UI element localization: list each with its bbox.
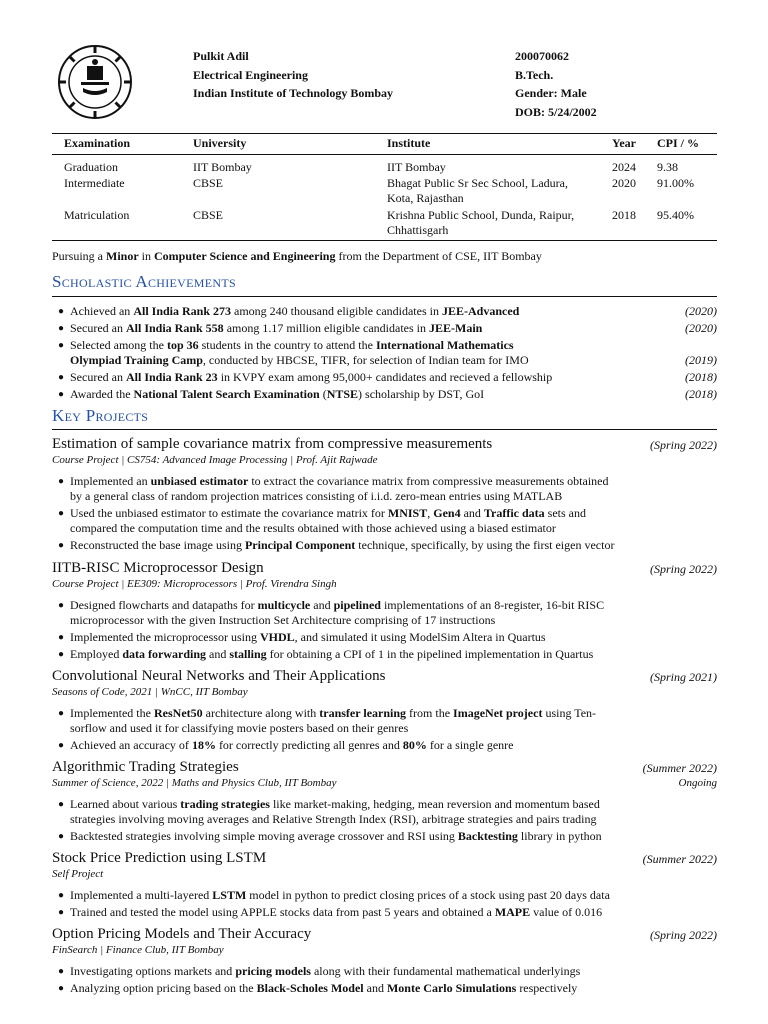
- cell-score: 95.40%: [657, 208, 694, 222]
- project-date: (Spring 2021): [650, 670, 717, 684]
- date-of-birth: DOB: 5/24/2002: [515, 104, 597, 119]
- project-title: Convolutional Neural Networks and Their Applications: [52, 668, 386, 684]
- project-date: (Spring 2022): [650, 562, 717, 576]
- bullet-icon: ●: [58, 306, 65, 317]
- bold-text: VHDL: [259, 630, 295, 644]
- cell-institute-line2: Chhattisgarh: [387, 223, 449, 237]
- project-title: Stock Price Prediction using LSTM: [52, 850, 267, 866]
- bullet-icon: ●: [58, 831, 65, 842]
- bullet-icon: ●: [58, 600, 65, 611]
- project-subtitle: Course Project | EE309: Microprocessors | Prof. Virendra Singh: [52, 578, 337, 590]
- bold-text: Gen4: [433, 506, 461, 520]
- header-cpi: CPI / %: [657, 136, 699, 150]
- cell-score: 91.00%: [657, 176, 694, 190]
- cell-institute-line1: Bhagat Public Sr Sec School, Ladura,: [387, 176, 568, 190]
- table-row: [52, 160, 717, 176]
- item-text: [70, 538, 717, 553]
- institute-name: Indian Institute of Technology Bombay: [193, 86, 394, 100]
- text: from the: [406, 706, 454, 720]
- bold-text: Black-Scholes Model: [256, 981, 364, 995]
- item-text: [70, 738, 717, 753]
- bold-text: ImageNet project: [453, 706, 543, 720]
- text: in: [138, 249, 155, 263]
- item-text: Secured an All India Rank 23 in KVPY exam among 95,000+ candidates and recieved a fellowship: [70, 370, 553, 384]
- item-text: [70, 647, 717, 662]
- text: Pursuing a: [52, 249, 106, 263]
- bold-text: MNIST: [387, 506, 428, 520]
- header-year: Year: [612, 136, 636, 150]
- text: compared the computation time and the results obtained with those achieved using a biased estimator: [70, 521, 556, 535]
- cell-institute: [387, 176, 609, 206]
- project-title: IITB-RISC Microprocessor Design: [52, 560, 264, 576]
- cell-institute: IIT Bombay: [387, 160, 446, 174]
- project-date: (Spring 2022): [650, 928, 717, 942]
- project-subtitle: Seasons of Code, 2021 | WnCC, IIT Bombay: [52, 686, 248, 698]
- project-subtitle: FinSearch | Finance Club, IIT Bombay: [52, 944, 224, 956]
- item-text: [70, 474, 717, 504]
- bold-text: 80%: [402, 738, 427, 752]
- bold-text: pricing models: [235, 964, 311, 978]
- item-year: (2018): [685, 370, 717, 384]
- text: library in python: [517, 829, 602, 843]
- text: Implemented the microprocessor using: [70, 630, 260, 644]
- text: Implemented an: [70, 474, 151, 488]
- cell-year: 2024: [612, 160, 636, 174]
- project-date: (Spring 2022): [650, 438, 717, 452]
- table-bottom-rule: [52, 240, 717, 241]
- bullet-icon: ●: [58, 708, 65, 719]
- cell-exam: Intermediate: [64, 176, 125, 190]
- table-row: [52, 208, 717, 240]
- bold-text: ResNet50: [153, 706, 203, 720]
- project-title: Option Pricing Models and Their Accuracy: [52, 926, 312, 942]
- bold-text: multicycle: [257, 598, 311, 612]
- bullet-icon: ●: [58, 907, 65, 918]
- item-year: (2019): [685, 353, 717, 367]
- text: microprocessor with the given Instruction Set Architecture comprising of 17 instructions: [70, 613, 496, 627]
- iit-bombay-logo-icon: [57, 44, 133, 120]
- text: Used the unbiased estimator to estimate the covariance matrix for: [70, 506, 388, 520]
- bold-text: stalling: [229, 647, 267, 661]
- project-subtitle: Summer of Science, 2022 | Maths and Physics Club, IIT Bombay: [52, 777, 337, 789]
- bullet-icon: ●: [58, 890, 65, 901]
- bullet-icon: ●: [58, 508, 65, 519]
- section-rule: [52, 429, 717, 430]
- bullet-icon: ●: [58, 966, 65, 977]
- text: technique, specifically, by using the first eigen vector: [355, 538, 615, 552]
- text: like market-making, hedging, mean reversion and momentum based: [269, 797, 600, 811]
- section-rule: [52, 296, 717, 297]
- table-row: [52, 176, 717, 208]
- cell-institute-line2: Kota, Rajasthan: [387, 191, 464, 205]
- bold-text: Minor: [106, 249, 139, 263]
- text: , and simulated it using ModelSim Altera in Quartus: [294, 630, 546, 644]
- bold-text: MAPE: [494, 905, 531, 919]
- item-text: Selected among the top 36 students in the country to attend the International Mathematics Olympiad Training Camp, conducted by HBCSE, TIFR, for selection of Indian team for IMO: [70, 338, 529, 367]
- bullet-icon: ●: [58, 340, 65, 351]
- table-header-row: [52, 134, 717, 154]
- project-subtitle: Self Project: [52, 868, 104, 880]
- item-text: [70, 964, 717, 979]
- roll-number: 200070062: [515, 49, 569, 63]
- cell-year: 2018: [612, 208, 636, 222]
- header-institute: Institute: [387, 136, 431, 150]
- text: for correctly predicting all genres and: [215, 738, 403, 752]
- project-title: Algorithmic Trading Strategies: [52, 759, 239, 775]
- item-text: [70, 829, 717, 844]
- header-left: [193, 47, 393, 103]
- bold-text: pipelined: [333, 598, 381, 612]
- bold-text: Backtesting: [457, 829, 518, 843]
- item-year: (2018): [685, 387, 717, 401]
- text: Implemented a multi-layered: [70, 888, 213, 902]
- text: strategies involving moving averages and Relative Strength Index (RSI), arbitrage strategies and pairs trading: [70, 812, 597, 826]
- bold-text: LSTM: [212, 888, 247, 902]
- text: for a single genre: [426, 738, 514, 752]
- text: respectively: [516, 981, 578, 995]
- gender: Gender: Male: [515, 86, 587, 100]
- text: ,: [427, 506, 434, 520]
- text: implementations of an 8-register, 16-bit RISC: [380, 598, 605, 612]
- item-text: [70, 706, 717, 736]
- text: Implemented the: [70, 706, 154, 720]
- section-title-scholastic: Scholastic Achievements: [52, 272, 236, 291]
- item-text: [70, 905, 717, 920]
- project-title: Estimation of sample covariance matrix from compressive measurements: [52, 436, 493, 452]
- bold-text: transfer learning: [319, 706, 407, 720]
- cell-exam: Graduation: [64, 160, 118, 174]
- bullet-icon: ●: [58, 540, 65, 551]
- minor-statement: [52, 249, 542, 264]
- bullet-icon: ●: [58, 389, 65, 400]
- department: Electrical Engineering: [193, 67, 308, 82]
- cell-institute: [387, 208, 609, 238]
- text: by a general class of random projection matrices consisting of i.i.d. zero-mean entries using MATLAB: [70, 489, 563, 503]
- text: Designed flowcharts and datapaths for: [70, 598, 258, 612]
- text: Employed: [70, 647, 123, 661]
- text: sorflow and used it for classifying movie posters based on their genres: [70, 721, 409, 735]
- item-text: [70, 981, 717, 996]
- item-text: Awarded the National Talent Search Examination (NTSE) scholarship by DST, GoI: [70, 387, 485, 401]
- cell-score: 9.38: [657, 160, 678, 174]
- bold-text: data forwarding: [122, 647, 206, 661]
- project-subtitle: Course Project | CS754: Advanced Image Processing | Prof. Ajit Rajwade: [52, 454, 378, 466]
- bullet-icon: ●: [58, 740, 65, 751]
- text: model in python to predict closing prices of a stock using past 20 days data: [246, 888, 610, 902]
- item-text: [70, 506, 717, 536]
- text: and: [363, 981, 387, 995]
- section-title-projects: Key Projects: [52, 406, 149, 425]
- item-year: (2020): [685, 304, 717, 318]
- item-text: Secured an All India Rank 558 among 1.17 million eligible candidates in JEE-Main: [70, 321, 483, 335]
- bullet-icon: ●: [58, 323, 65, 334]
- bold-text: unbiased estimator: [150, 474, 249, 488]
- bullet-icon: ●: [58, 649, 65, 660]
- text: Achieved an accuracy of: [70, 738, 192, 752]
- project-date: (Summer 2022): [642, 761, 717, 775]
- bullet-icon: ●: [58, 799, 65, 810]
- bold-text: Traffic data: [483, 506, 545, 520]
- text: sets and: [544, 506, 586, 520]
- bullet-icon: ●: [58, 632, 65, 643]
- cell-university: CBSE: [193, 176, 224, 190]
- text: Analyzing option pricing based on the: [70, 981, 257, 995]
- text: using Ten-: [542, 706, 597, 720]
- cell-university: IIT Bombay: [193, 160, 252, 174]
- item-text: [70, 598, 717, 628]
- text: Backtested strategies involving simple moving average crossover and RSI using: [70, 829, 458, 843]
- cell-year: 2020: [612, 176, 636, 190]
- text: and: [460, 506, 484, 520]
- project-status: Ongoing: [678, 777, 717, 789]
- education-table: [52, 133, 717, 241]
- text: for obtaining a CPI of 1 in the pipelined implementation in Quartus: [266, 647, 594, 661]
- bold-text: Principal Component: [244, 538, 356, 552]
- table-header-rule: [52, 154, 717, 155]
- candidate-name: Pulkit Adil: [193, 49, 249, 63]
- bullet-icon: ●: [58, 372, 65, 383]
- item-text: [70, 797, 717, 827]
- item-text: [70, 888, 717, 903]
- bold-text: 18%: [191, 738, 216, 752]
- text: to extract the covariance matrix from compressive measurements obtained: [248, 474, 609, 488]
- degree: B.Tech.: [515, 67, 554, 82]
- cell-exam: Matriculation: [64, 208, 130, 222]
- text: architecture along with: [202, 706, 320, 720]
- text: Investigating options markets and: [70, 964, 236, 978]
- item-text: Achieved an All India Rank 273 among 240 thousand eligible candidates in JEE-Advanced: [70, 304, 520, 318]
- cell-institute-line1: Krishna Public School, Dunda, Raipur,: [387, 208, 575, 222]
- text: Learned about various: [70, 797, 181, 811]
- text: Trained and tested the model using APPLE stocks data from past 5 years and obtained a: [70, 905, 495, 919]
- bullet-icon: ●: [58, 983, 65, 994]
- bold-text: Monte Carlo Simulations: [386, 981, 517, 995]
- bullet-icon: ●: [58, 476, 65, 487]
- project-date: (Summer 2022): [642, 852, 717, 866]
- text: and: [206, 647, 230, 661]
- text: value of 0.016: [530, 905, 603, 919]
- bold-text: trading strategies: [180, 797, 270, 811]
- bold-text: Computer Science and Engineering: [154, 249, 336, 263]
- header-right: [515, 47, 597, 121]
- item-year: (2020): [685, 321, 717, 335]
- cell-university: CBSE: [193, 208, 224, 222]
- text: along with their fundamental mathematical underlyings: [310, 964, 581, 978]
- item-text: [70, 630, 717, 645]
- text: and: [310, 598, 334, 612]
- header-university: University: [193, 136, 247, 150]
- text: Reconstructed the base image using: [70, 538, 245, 552]
- header-examination: Examination: [64, 136, 131, 150]
- text: from the Department of CSE, IIT Bombay: [335, 249, 542, 263]
